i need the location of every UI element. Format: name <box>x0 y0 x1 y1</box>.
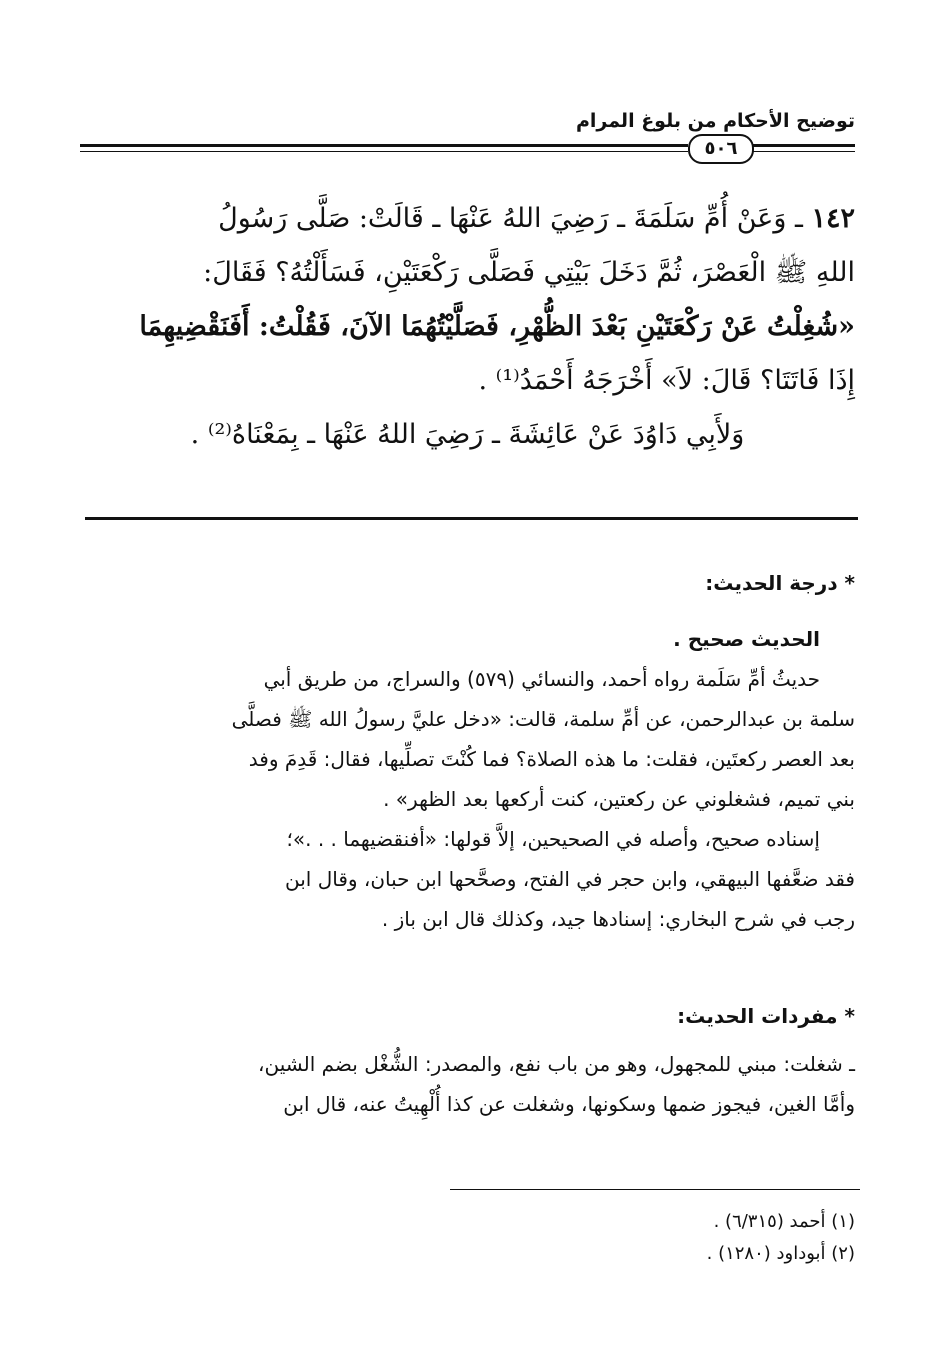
grade-para2-line1: إسناده صحيح، وأصله في الصحيحين، إلاَّ قولها: «أفنقضيهما . . .»؛ <box>286 827 820 851</box>
vocab-heading: * مفردات الحديث: <box>677 1004 855 1028</box>
hadith-line: ١٤٢ ـ وَعَنْ أُمِّ سَلَمَةَ ـ رَضِيَ اللهُ عَنْهَا ـ قَالَتْ: صَلَّى رَسُولُ <box>218 203 855 234</box>
footnote-1: (١) أحمد (٦/٣١٥) . <box>713 1211 855 1232</box>
hadith-line-4: إِذَا فَاتَتَا؟ قَالَ: لاَ» أَخْرَجَهُ أَحْمَدُ⁽¹⁾ . <box>478 365 855 396</box>
header-rule-right-thin <box>750 151 855 152</box>
running-title: توضيح الأحكام من بلوغ المرام <box>575 110 855 132</box>
hadith-line-3: «شُغِلْتُ عَنْ رَكْعَتَيْنِ بَعْدَ الظُّهْرِ، فَصَلَّيْتُهُمَا الآنَ، فَقُلْتُ: أَفَنَقْضِيهِمَا <box>139 311 855 342</box>
grade-para2-line3: رجب في شرح البخاري: إسنادها جيد، وكذلك قال ابن باز . <box>381 907 855 931</box>
header-rule-left-thin <box>80 151 688 152</box>
hadith-line-1: وَعَنْ أُمِّ سَلَمَةَ ـ رَضِيَ اللهُ عَنْهَا ـ قَالَتْ: صَلَّى رَسُولُ <box>218 203 787 234</box>
grade-para1-line2: سلمة بن عبدالرحمن، عن أمِّ سلمة، قالت: «دخل عليَّ رسولُ الله ﷺ فصلَّى <box>231 707 855 731</box>
hadith-line-2: اللهِ ﷺ الْعَصْرَ، ثُمَّ دَخَلَ بَيْتِي فَصَلَّى رَكْعَتَيْنِ، فَسَأَلْتُهُ؟ فَقَالَ: <box>203 257 855 288</box>
footnotes <box>300 1206 855 1270</box>
grade-para2-line2: فقد ضعَّفها البيهقي، وابن حجر في الفتح، وصحَّحها ابن حبان، وقال ابن <box>284 867 855 891</box>
vocab-line2: وأمَّا الغين، فيجوز ضمها وسكونها، وشغلت عن كذا أُلْهِيتُ عنه، قال ابن <box>283 1092 855 1116</box>
footnote-2: (٢) أبوداود (١٢٨٠) . <box>706 1243 855 1264</box>
header-rule-left <box>80 144 688 147</box>
hadith-text <box>80 192 855 462</box>
grade-section <box>80 563 855 939</box>
grade-para1-line4: بني تميم، فشغلوني عن ركعتين، كنت أركعها بعد الظهر» . <box>383 787 855 811</box>
vocab-line1: ـ شغلت: مبني للمجهول، وهو من باب نفع، والمصدر: الشُّغْل بضم الشين، <box>258 1052 855 1076</box>
page-number: ٥٠٦ <box>688 134 754 164</box>
section-divider <box>85 517 858 520</box>
vocab-section <box>80 996 855 1124</box>
hadith-number: ١٤٢ <box>811 203 855 234</box>
footnote-rule <box>450 1189 860 1190</box>
grade-heading: * درجة الحديث: <box>705 571 855 595</box>
grade-verdict: الحديث صحيح . <box>673 627 820 651</box>
header-rule-right <box>750 144 855 147</box>
hadith-line-5: وَلأَبِي دَاوُدَ عَنْ عَائِشَةَ ـ رَضِيَ اللهُ عَنْهَا ـ بِمَعْنَاهُ⁽²⁾ . <box>190 419 745 450</box>
grade-para1-line1: حديثُ أمِّ سَلَمة رواه أحمد، والنسائي (٥٧٩) والسراج، من طريق أبي <box>263 667 820 691</box>
grade-para1-line3: بعد العصر ركعتَين، فقلت: ما هذه الصلاة؟ فما كُنْتَ تصلِّيها، فقال: قَدِمَ وفد <box>248 747 855 771</box>
